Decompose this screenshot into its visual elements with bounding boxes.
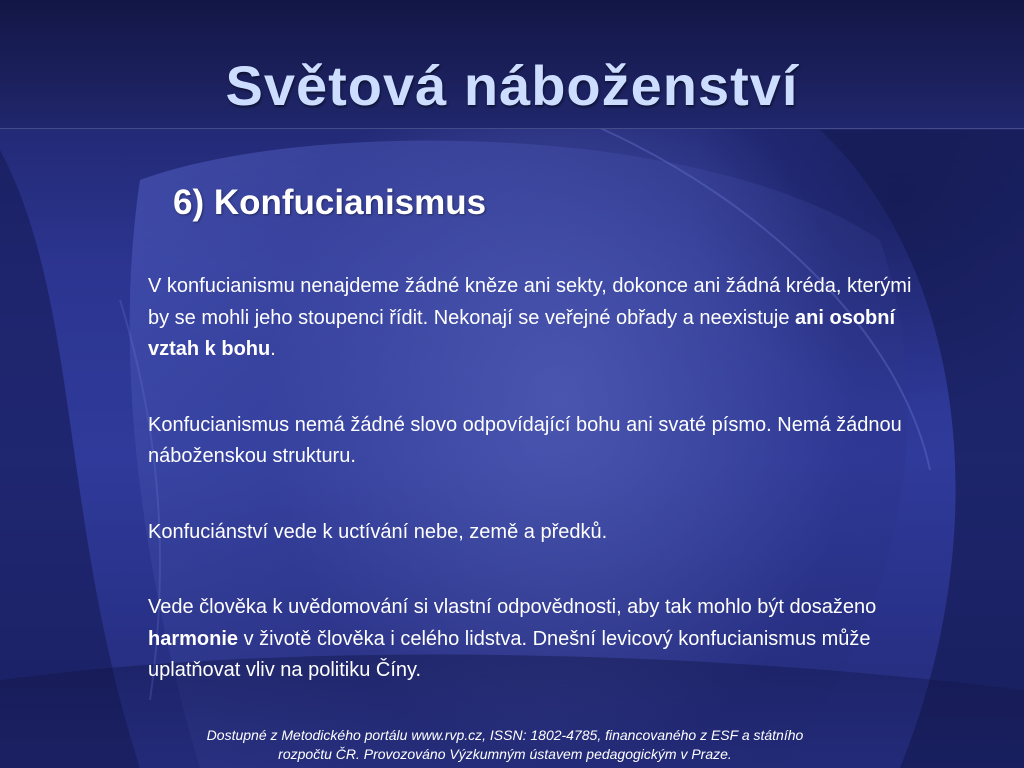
paragraph-2: Konfucianismus nemá žádné slovo odpovídající bohu ani svaté písmo. Nemá žádnou náboženskou strukturu.: [148, 413, 902, 467]
paragraph-1-end: .: [270, 338, 276, 360]
paragraph-3: Konfuciánství vede k uctívání nebe, země a předků.: [148, 520, 608, 543]
paragraph-4-bold: harmonie: [148, 627, 239, 650]
paragraph-1-bold: ani osobní vztah k bohu: [148, 306, 896, 360]
footer-line-1: Dostupné z Metodického portálu www.rvp.cz, ISSN: 1802-4785, financovaného z ESF a státního: [206, 727, 804, 743]
paragraph-1: [148, 271, 928, 366]
footer-attribution: [0, 726, 1010, 763]
paragraph-4-text: Vede člověka k uvědomování si vlastní odpovědnosti, aby tak mohlo být dosaženo: [148, 596, 877, 618]
slide-subtitle: 6) Konfucianismus: [173, 183, 487, 222]
footer-line-2: rozpočtu ČR. Provozováno Výzkumným ústavem pedagogickým v Praze.: [278, 745, 732, 762]
slide-title: Světová náboženství: [225, 54, 799, 117]
paragraph-1-text: V konfucianismu nenajdeme žádné kněze ani sekty, dokonce ani žádná kréda, kterými by se mohli jeho stoupenci řídit. Nekonají se veřejné obřady a neexistuje: [148, 275, 912, 329]
paragraph-4-end: v životě člověka i celého lidstva. Dnešní levicový konfucianismus může uplatňovat vliv na politiku Číny.: [148, 627, 871, 681]
paragraph-4: [148, 592, 928, 687]
slide-content: [148, 271, 928, 687]
